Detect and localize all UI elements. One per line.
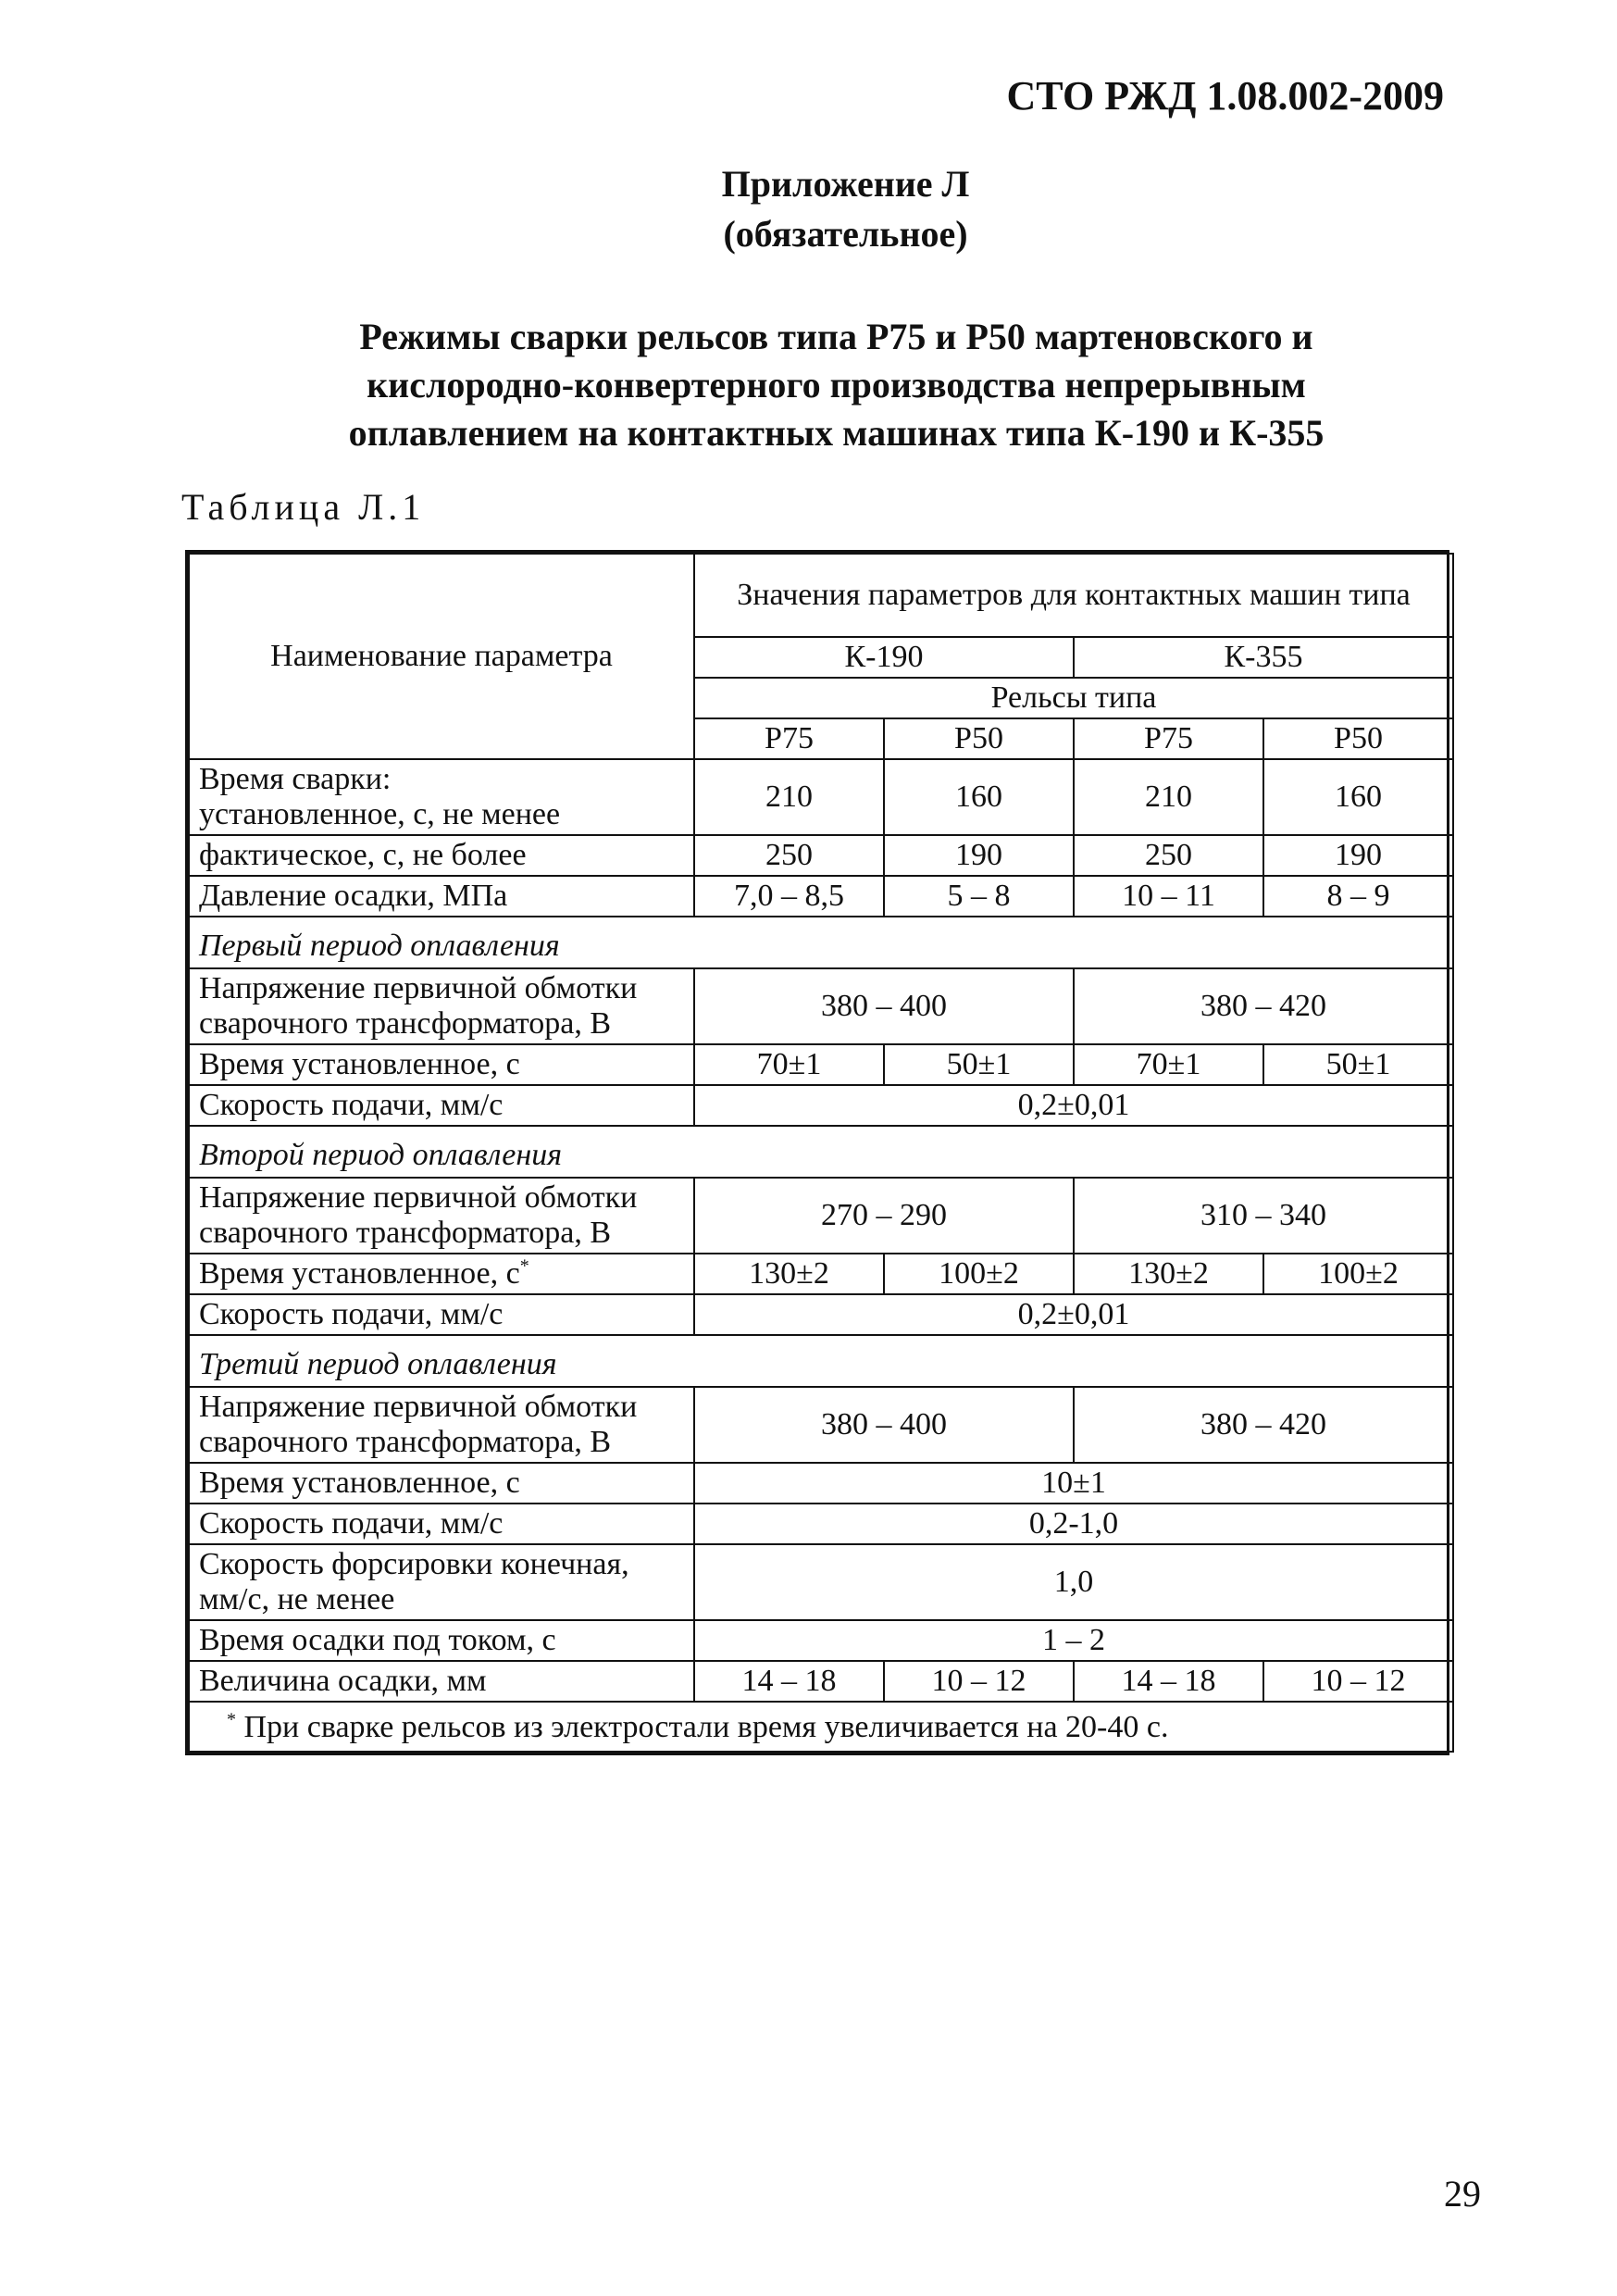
machine-k190-header: К-190	[694, 637, 1074, 678]
table-cell: 380 – 420	[1074, 1387, 1453, 1463]
footnote-row	[189, 1702, 1453, 1752]
rail-p75-header: Р75	[694, 718, 884, 759]
table-cell: 0,2-1,0	[694, 1504, 1453, 1544]
table-row	[189, 1294, 1453, 1335]
table-cell: 100±2	[1263, 1254, 1453, 1294]
title-line-3: оплавлением на контактных машинах типа К-190 и К-355	[348, 412, 1325, 454]
row-label: Скорость подачи, мм/с	[189, 1504, 694, 1544]
title-line-2: кислородно-конвертерного производства непрерывным	[367, 364, 1306, 406]
row-label: фактическое, с, не более	[189, 835, 694, 876]
table-cell: 0,2±0,01	[694, 1085, 1453, 1126]
rails-type-header: Рельсы типа	[694, 678, 1453, 718]
row-label: Скорость подачи, мм/с	[189, 1085, 694, 1126]
table-cell: 8 – 9	[1263, 876, 1453, 917]
document-title	[0, 313, 1617, 457]
table-cell: 160	[1263, 759, 1453, 835]
footnote-marker: *	[227, 1709, 236, 1730]
table-row	[189, 876, 1453, 917]
row-label-line: Время сварки:	[199, 762, 392, 796]
table-row	[189, 1178, 1453, 1254]
table-cell: 50±1	[1263, 1044, 1453, 1085]
section-title: Второй период оплавления	[189, 1126, 1453, 1178]
document-code: СТО РЖД 1.08.002-2009	[1006, 73, 1444, 119]
footnote-text: При сварке рельсов из электростали время увеличивается на 20-40 с.	[236, 1710, 1169, 1744]
page-number: 29	[1444, 2173, 1481, 2215]
row-label: Скорость подачи, мм/с	[189, 1294, 694, 1335]
table-row	[189, 1044, 1453, 1085]
row-label: Время установленное, с	[189, 1044, 694, 1085]
table-cell: 130±2	[1074, 1254, 1263, 1294]
table-cell: 380 – 420	[1074, 968, 1453, 1044]
table-cell: 100±2	[884, 1254, 1074, 1294]
table-row	[189, 1544, 1453, 1620]
table-caption: Таблица Л.1	[181, 486, 426, 528]
section-row	[189, 917, 1453, 968]
table-cell: 50±1	[884, 1044, 1074, 1085]
table-cell: 1 – 2	[694, 1620, 1453, 1661]
table-cell: 1,0	[694, 1544, 1453, 1620]
welding-modes-table	[185, 550, 1449, 1755]
appendix-heading	[0, 159, 1617, 259]
row-label-text: Время установленное, с	[199, 1256, 520, 1291]
table-cell: 310 – 340	[1074, 1178, 1453, 1254]
row-label	[189, 759, 694, 835]
table-row	[189, 1387, 1453, 1463]
footnote-marker: *	[519, 1255, 529, 1277]
param-name-header: Наименование параметра	[189, 554, 694, 759]
row-label: Время осадки под током, с	[189, 1620, 694, 1661]
table-cell: 250	[694, 835, 884, 876]
table-cell: 14 – 18	[1074, 1661, 1263, 1702]
row-label	[189, 1254, 694, 1294]
rail-p75-header: Р75	[1074, 718, 1263, 759]
table-row	[189, 1504, 1453, 1544]
row-label: Напряжение первичной обмотки сварочного трансформатора, В	[189, 1387, 694, 1463]
row-label: Напряжение первичной обмотки сварочного трансформатора, В	[189, 968, 694, 1044]
section-title: Третий период оплавления	[189, 1335, 1453, 1387]
row-label: Время установленное, с	[189, 1463, 694, 1504]
table-cell: 210	[694, 759, 884, 835]
table-cell: 190	[1263, 835, 1453, 876]
table-cell: 10±1	[694, 1463, 1453, 1504]
table-cell: 10 – 12	[1263, 1661, 1453, 1702]
section-title: Первый период оплавления	[189, 917, 1453, 968]
appendix-subtitle: (обязательное)	[723, 213, 968, 255]
rail-p50-header: Р50	[884, 718, 1074, 759]
row-label: Давление осадки, МПа	[189, 876, 694, 917]
values-header: Значения параметров для контактных машин типа	[694, 554, 1453, 637]
table-cell: 270 – 290	[694, 1178, 1074, 1254]
table-cell: 0,2±0,01	[694, 1294, 1453, 1335]
row-label: Величина осадки, мм	[189, 1661, 694, 1702]
table-cell: 160	[884, 759, 1074, 835]
rail-p50-header: Р50	[1263, 718, 1453, 759]
table-cell: 380 – 400	[694, 1387, 1074, 1463]
table-row	[189, 968, 1453, 1044]
table-cell: 210	[1074, 759, 1263, 835]
table-cell: 190	[884, 835, 1074, 876]
table-row	[189, 1254, 1453, 1294]
section-row	[189, 1335, 1453, 1387]
table-row	[189, 759, 1453, 835]
table-cell: 380 – 400	[694, 968, 1074, 1044]
table-cell: 5 – 8	[884, 876, 1074, 917]
row-label: Напряжение первичной обмотки сварочного трансформатора, В	[189, 1178, 694, 1254]
table-cell: 70±1	[1074, 1044, 1263, 1085]
table-cell: 130±2	[694, 1254, 884, 1294]
table-row	[189, 1463, 1453, 1504]
table-cell: 7,0 – 8,5	[694, 876, 884, 917]
table-row	[189, 1085, 1453, 1126]
section-row	[189, 1126, 1453, 1178]
machine-k355-header: К-355	[1074, 637, 1453, 678]
table-cell: 250	[1074, 835, 1263, 876]
title-line-1: Режимы сварки рельсов типа Р75 и Р50 мартеновского и	[359, 316, 1313, 357]
table-row	[189, 835, 1453, 876]
table-cell: 10 – 12	[884, 1661, 1074, 1702]
appendix-title: Приложение Л	[721, 163, 970, 205]
row-label-line: установленное, с, не менее	[199, 797, 561, 831]
table-cell: 70±1	[694, 1044, 884, 1085]
footnote	[189, 1702, 1453, 1752]
table-header-row	[189, 554, 1453, 637]
table-row	[189, 1661, 1453, 1702]
table-cell: 14 – 18	[694, 1661, 884, 1702]
table-row	[189, 1620, 1453, 1661]
row-label: Скорость форсировки конечная, мм/с, не менее	[189, 1544, 694, 1620]
table-cell: 10 – 11	[1074, 876, 1263, 917]
